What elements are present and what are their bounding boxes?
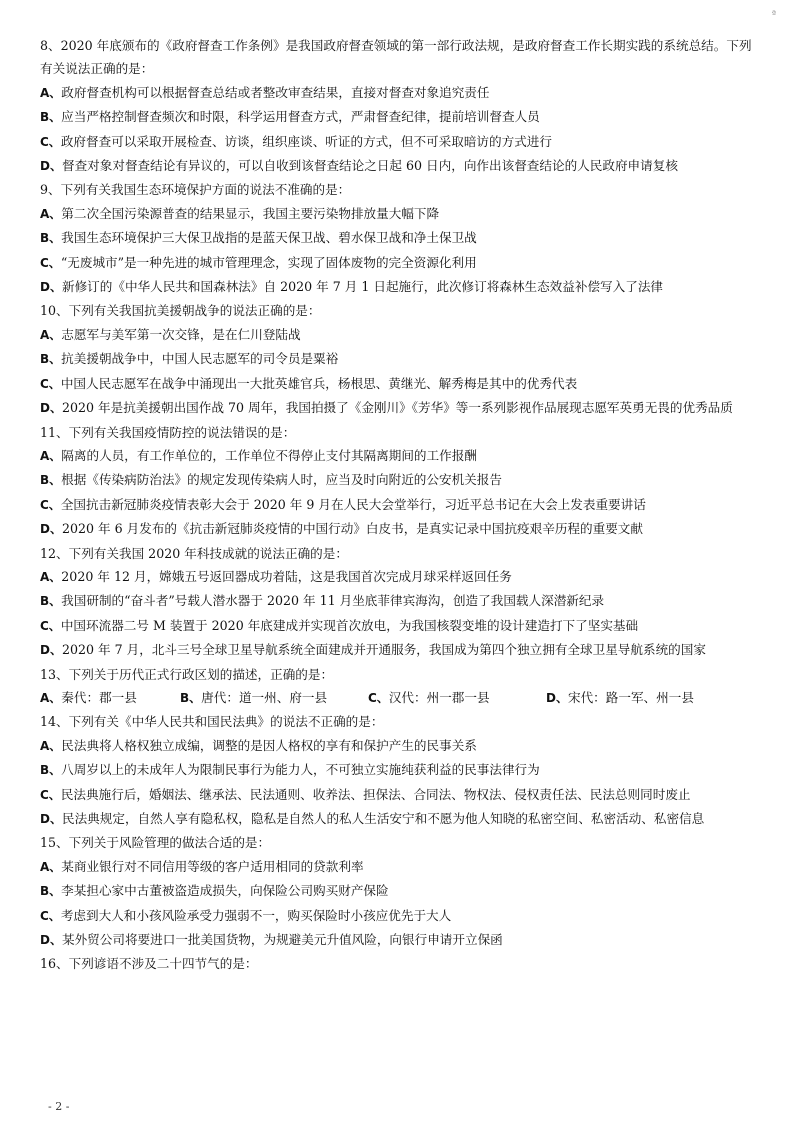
option-letter: B、 xyxy=(40,594,62,609)
question-stem: 16、下列谚语不涉及二十四节气的是： xyxy=(40,956,258,972)
option-letter: C、 xyxy=(40,787,61,802)
option-letter: B、 xyxy=(40,110,62,125)
option-letter: D、 xyxy=(40,401,62,416)
option xyxy=(40,444,764,468)
option-text: 2020 年 6 月发布的《抗击新冠肺炎疫情的中国行动》白皮书，是真实记录中国抗疫艰辛历程的重要文献 xyxy=(61,521,643,537)
option-letter: A、 xyxy=(40,859,62,874)
option-letter: B、 xyxy=(40,352,62,367)
option xyxy=(40,468,764,492)
option-text: “无废城市”是一种先进的城市管理理念，实现了固体废物的完全资源化利用 xyxy=(60,254,477,270)
option-text: 新修订的《中华人民共和国森林法》自 2020 年 7 月 1 日起施行，此次修订将森林生态效益补偿写入了法律 xyxy=(61,279,664,295)
option-letter: D、 xyxy=(546,690,568,705)
option xyxy=(40,904,764,928)
option-text: 中国人民志愿军在战争中涌现出一大批英雄官兵，杨根思、黄继光、解秀梅是其中的优秀代表 xyxy=(60,375,578,391)
option-letter: B、 xyxy=(40,473,62,488)
option-text: 某外贸公司将要进口一批美国货物，为规避美元升值风险，向银行申请开立保函 xyxy=(61,932,503,948)
option xyxy=(40,758,764,782)
option-text: 中国环流器二号 M 装置于 2020 年底建成并实现首次放电，为我国核裂变堆的设计建造打下了坚实基础 xyxy=(60,617,639,633)
option xyxy=(40,855,764,879)
option xyxy=(40,81,764,105)
option xyxy=(40,589,764,613)
question-stem: 11、下列有关我国疫情防控的说法错误的是： xyxy=(40,424,296,440)
option-text: 民法典施行后，婚姻法、继承法、民法通则、收养法、担保法、合同法、物权法、侵权责任法、民法总则同时废止 xyxy=(60,786,691,802)
option-text: 某商业银行对不同信用等级的客户适用相同的贷款利率 xyxy=(61,858,364,874)
option-text: 秦代：郡一县 xyxy=(61,689,137,705)
option-letter: A、 xyxy=(40,448,62,463)
option-letter: D、 xyxy=(40,522,62,537)
option xyxy=(40,226,764,250)
option-letter: C、 xyxy=(40,908,61,923)
option-text: 我国生态环境保护三大保卫战指的是蓝天保卫战、碧水保卫战和净土保卫战 xyxy=(61,230,477,246)
option-letter: A、 xyxy=(40,690,62,705)
option xyxy=(40,517,764,541)
option-text: 隔离的人员，有工作单位的，工作单位不得停止支付其隔离期间的工作报酬 xyxy=(61,447,477,463)
option xyxy=(368,686,546,710)
option-letter: A、 xyxy=(40,569,62,584)
question-stem: 14、下列有关《中华人民共和国民法典》的说法不正确的是： xyxy=(40,714,384,730)
option xyxy=(40,105,764,129)
option xyxy=(40,783,764,807)
option-text: 政府督查机构可以根据督查总结或者整改审查结果，直接对督查对象追究责任 xyxy=(61,84,490,100)
option-text: 督查对象对督查结论有异议的，可以自收到该督查结论之日起 60 日内，向作出该督查结论的人民政府申请复核 xyxy=(61,158,678,174)
option-text: 志愿军与美军第一次交锋，是在仁川登陆战 xyxy=(61,326,301,342)
option-letter: C、 xyxy=(40,618,61,633)
option-letter: A、 xyxy=(40,85,62,100)
question-stem: 12、下列有关我国 2020 年科技成就的说法正确的是： xyxy=(40,545,348,561)
option xyxy=(40,565,764,589)
option xyxy=(40,638,764,662)
option xyxy=(40,686,180,710)
option xyxy=(40,928,764,952)
option-text: 政府督查可以采取开展检查、访谈，组织座谈、听证的方式，但不可采取暗访的方式进行 xyxy=(60,133,552,149)
option-letter: A、 xyxy=(40,327,62,342)
option-letter: C、 xyxy=(40,376,61,391)
option-letter: A、 xyxy=(40,738,62,753)
option-text: 李某担心家中古董被盗造成损失，向保险公司购买财产保险 xyxy=(61,883,389,899)
option-letter: B、 xyxy=(40,231,62,246)
option-letter: B、 xyxy=(180,690,202,705)
question-stem: 9、下列有关我国生态环境保护方面的说法不准确的是： xyxy=(40,182,351,198)
option xyxy=(40,734,764,758)
option xyxy=(40,396,764,420)
option xyxy=(40,275,764,299)
option-letter: D、 xyxy=(40,280,62,295)
option-letter: A、 xyxy=(40,206,62,221)
option-text: 汉代：州一郡一县 xyxy=(388,689,490,705)
option-letter: D、 xyxy=(40,643,62,658)
option-letter: D、 xyxy=(40,933,62,948)
option xyxy=(40,879,764,903)
option xyxy=(40,372,764,396)
option-text: 2020 年是抗美援朝出国作战 70 周年，我国拍摄了《金刚川》《芳华》等一系列影视作品展现志愿军英勇无畏的优秀品质 xyxy=(61,400,733,416)
option-letter: B、 xyxy=(40,763,62,778)
question-stem: 13、下列关于历代正式行政区划的描述，正确的是： xyxy=(40,666,334,682)
option xyxy=(40,323,764,347)
option-letter: C、 xyxy=(40,134,61,149)
option-text: 2020 年 7 月，北斗三号全球卫星导航系统全面建成并开通服务，我国成为第四个独立拥有全球卫星导航系统的国家 xyxy=(61,642,706,658)
option-letter: B、 xyxy=(40,884,62,899)
option-letter: C、 xyxy=(368,690,389,705)
option-text: 2020 年 12 月，嫦娥五号返回器成功着陆，这是我国首次完成月球采样返回任务 xyxy=(61,568,512,584)
option xyxy=(40,154,764,178)
inline-options xyxy=(40,686,764,710)
page-number: - 2 - xyxy=(48,1100,70,1113)
option xyxy=(40,251,764,275)
option-text: 民法典规定，自然人享有隐私权，隐私是自然人的私人生活安宁和不愿为他人知晓的私密空间、私密活动、私密信息 xyxy=(61,811,705,826)
option xyxy=(40,493,764,517)
option xyxy=(180,686,368,710)
option-text: 宋代：路一军、州一县 xyxy=(567,689,694,705)
option-text: 我国研制的“奋斗者”号载人潜水器于 2020 年 11 月坐底菲律宾海沟，创造了我国载人深潜新纪录 xyxy=(61,593,605,609)
question-stem: 15、下列关于风险管理的做法合适的是： xyxy=(40,835,271,851)
option-text: 第二次全国污染源普查的结果显示，我国主要污染物排放量大幅下降 xyxy=(61,205,440,221)
question-stem: 8、2020 年底颁布的《政府督查工作条例》是我国政府督查领域的第一部行政法规，是政府督查工作长期实践的系统总结。下列有关说法正确的是： xyxy=(40,38,752,77)
option xyxy=(40,807,764,831)
option xyxy=(40,347,764,371)
option xyxy=(546,686,694,710)
option-text: 应当严格控制督查频次和时限，科学运用督查方式，严肃督查纪律，提前培训督查人员 xyxy=(61,109,540,125)
option-letter: D、 xyxy=(40,812,62,826)
option xyxy=(40,202,764,226)
option-text: 全国抗击新冠肺炎疫情表彰大会于 2020 年 9 月在人民大会堂举行，习近平总书记在大会上发表重要讲话 xyxy=(60,496,646,512)
question-list xyxy=(40,34,764,976)
option xyxy=(40,614,764,638)
question-stem: 10、下列有关我国抗美援朝战争的说法正确的是： xyxy=(40,303,321,319)
corner-mark: ª xyxy=(771,10,776,20)
option-text: 八周岁以上的未成年人为限制民事行为能力人，不可独立实施纯获利益的民事法律行为 xyxy=(61,762,540,778)
option-text: 民法典将人格权独立成编，调整的是因人格权的享有和保护产生的民事关系 xyxy=(61,737,477,753)
option-letter: C、 xyxy=(40,255,61,270)
option-text: 抗美援朝战争中，中国人民志愿军的司令员是粟裕 xyxy=(61,351,339,367)
option-letter: C、 xyxy=(40,497,61,512)
option-text: 根据《传染病防治法》的规定发现传染病人时，应当及时向附近的公安机关报告 xyxy=(61,472,502,488)
option-text: 唐代：道一州、府一县 xyxy=(201,689,328,705)
option xyxy=(40,130,764,154)
option-text: 考虑到大人和小孩风险承受力强弱不一，购买保险时小孩应优先于大人 xyxy=(60,907,452,923)
option-letter: D、 xyxy=(40,159,62,174)
